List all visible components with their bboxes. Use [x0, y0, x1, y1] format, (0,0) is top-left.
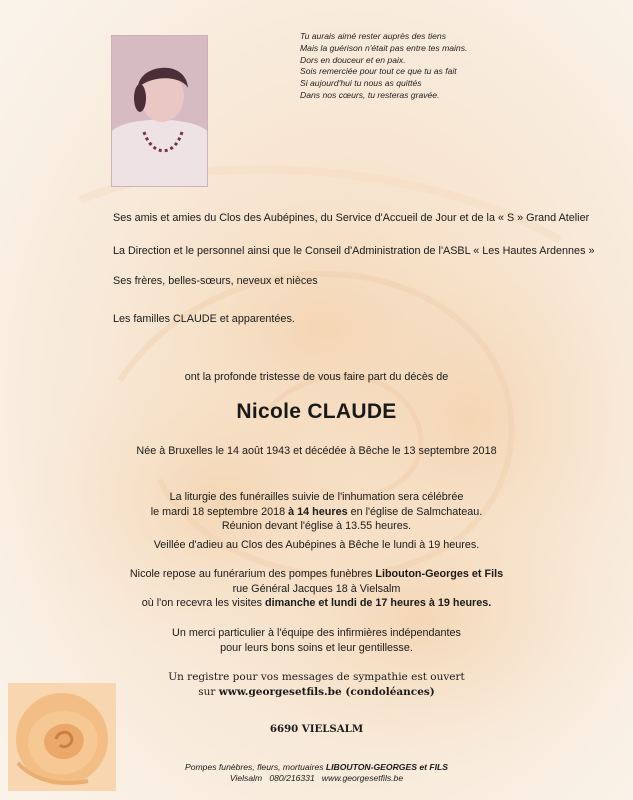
sender-line: La Direction et le personnel ainsi que le Conseil d'Administration de l'ASBL « Les Hautes Ardennes »: [113, 245, 595, 257]
thanks-line: Un merci particulier à l'équipe des infirmières indépendantes: [172, 627, 461, 639]
funeral-place: en l'église de Salmchateau.: [347, 505, 483, 518]
poem-line: Sois remerciée pour tout ce que tu as fait: [300, 66, 457, 77]
announcement: ont la profonde tristesse de vous faire part du décès de: [184, 371, 449, 383]
funeral-line: Réunion devant l'église à 13.55 heures.: [221, 520, 412, 532]
funeral-line: [0, 505, 633, 520]
funeral-home-footer: [0, 762, 633, 784]
funeral-details: [0, 490, 633, 552]
poem-line: Dans nos cœurs, tu resteras gravée.: [300, 89, 440, 100]
registry-line: Un registre pour vos messages de sympathie est ouvert: [168, 671, 465, 683]
repose-line: [0, 567, 633, 582]
poem: [300, 31, 550, 102]
visit-hours: dimanche et lundi de 17 heures à 19 heures.: [265, 597, 492, 609]
sender-line: Ses amis et amies du Clos des Aubépines, du Service d'Accueil de Jour et de la « S » Grand Atelier: [113, 212, 590, 224]
thanks-message: [0, 626, 633, 655]
poem-line: Mais la guérison n'était pas entre tes mains.: [300, 42, 468, 53]
footer-company: LIBOUTON-GEORGES et FILS: [325, 762, 448, 772]
thanks-line: pour leurs bons soins et leur gentillesse.: [220, 641, 413, 654]
location: 6690 VIELSALM: [269, 723, 364, 735]
poem-line: Si aujourd'hui tu nous as quittés: [300, 78, 422, 89]
deceased-name: Nicole CLAUDE: [236, 400, 397, 423]
repose-text: Nicole repose au funérarium des pompes funèbres: [129, 568, 376, 580]
footer-text: Pompes funèbres, fleurs, mortuaires: [185, 762, 326, 772]
registry-text: sur: [198, 685, 219, 698]
poem-line: Tu aurais aimé rester auprès des tiens: [300, 31, 447, 41]
repose-details: [0, 567, 633, 611]
sender-line: Ses frères, belles-sœurs, neveux et nièces: [113, 275, 318, 287]
vigil-line: Veillée d'adieu au Clos des Aubépines à Bêche le lundi à 19 heures.: [153, 538, 480, 551]
portrait-photo: [112, 36, 207, 186]
birth-death-info: Née à Bruxelles le 14 août 1943 et décédée à Bêche le 13 septembre 2018: [136, 445, 497, 457]
funeral-time: à 14 heures: [288, 505, 348, 518]
funeral-home-name: Libouton-Georges et Fils: [375, 568, 504, 580]
footer-line: [0, 762, 633, 773]
repose-line: [0, 596, 633, 611]
footer-contact: Vielsalm 080/216331 www.georgesetfils.be: [229, 773, 404, 783]
portrait-figure-icon: [112, 36, 207, 186]
visits-text: où l'on recevra les visites: [141, 597, 266, 609]
funeral-date: le mardi 18 septembre 2018: [150, 505, 289, 518]
poem-line: Dors en douceur et en paix.: [300, 54, 406, 65]
repose-address: rue Général Jacques 18 à Vielsalm: [232, 582, 401, 595]
registry-link[interactable]: www.georgesetfils.be (condoléances): [218, 685, 435, 698]
funeral-line: La liturgie des funérailles suivie de l'inhumation sera célébrée: [169, 491, 464, 503]
sender-line: Les familles CLAUDE et apparentées.: [113, 313, 295, 325]
